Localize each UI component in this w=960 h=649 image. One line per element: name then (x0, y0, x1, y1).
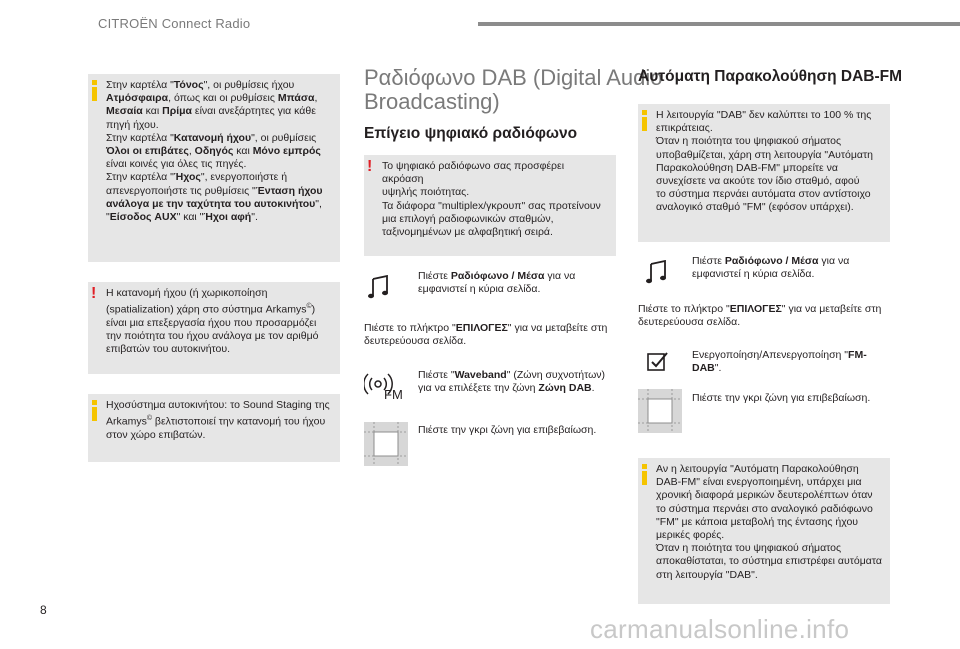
info-note-dab-fm-delay (638, 458, 890, 604)
text-line (106, 198, 332, 211)
info-note-sound-staging (88, 394, 340, 462)
text-run: μια επιλογή ραδιοφωνικών σταθμών, (382, 212, 554, 225)
music-note-icon (368, 275, 390, 304)
bold-text: Ραδιόφωνο / Μέσα (724, 255, 819, 267)
gray-zone-icon (364, 422, 408, 471)
text-run: Πιέστε (418, 270, 451, 282)
bold-text: ΕΠΙΛΟΓΕΣ (455, 322, 508, 334)
text-run: μερικές φορές. (656, 529, 725, 542)
text-run: Στην καρτέλα " (106, 171, 174, 184)
text-run: Αν η λειτουργία "Αυτόματη Παρακολούθηση (656, 463, 859, 475)
text-line (418, 270, 614, 283)
text-line (656, 569, 882, 582)
step-text (638, 303, 890, 329)
text-line (106, 119, 332, 132)
text-run: συνεχίσετε να ακούτε τον ίδιο σταθμό, αφού (656, 175, 860, 188)
text-line (418, 424, 614, 437)
step-text (418, 369, 614, 395)
bold-text: Ατμόσφαιρα (106, 92, 169, 105)
text-line (106, 171, 332, 184)
bold-text: Κατανομή ήχου (173, 131, 252, 144)
text-run: " για να μεταβείτε στη (507, 322, 608, 334)
section-heading: Αυτόματη Παρακολούθηση DAB-FM (638, 68, 903, 85)
text-run: (spatialization) χάρη στο σύστημα Arkamys (106, 303, 307, 316)
info-note-dab-fm (638, 104, 890, 242)
bold-text: ανάλογα με την ταχύτητα του αυτοκινήτου (106, 197, 316, 210)
text-line (106, 145, 332, 158)
text-line (382, 213, 608, 226)
text-run: το σύστημα περνάει στο αναλογικό ραδιόφωνο (656, 502, 873, 515)
note-text (106, 287, 332, 357)
text-run: είναι κοινές για όλες τις πηγές. (106, 158, 247, 171)
warning-note-sound-distribution (88, 282, 340, 374)
info-icon (642, 464, 648, 485)
text-line (692, 362, 888, 375)
checkbox-icon (646, 350, 670, 379)
fm-label: FM (384, 387, 403, 402)
text-run: ) (311, 303, 316, 316)
text-run: " και " (176, 211, 204, 224)
bold-text: ΕΠΙΛΟΓΕΣ (729, 303, 782, 315)
text-run: Πιέστε το πλήκτρο " (638, 303, 730, 315)
bold-text: Ραδιόφωνο / Μέσα (450, 270, 545, 282)
text-line (382, 186, 608, 199)
text-run: Ηχοσύστημα αυτοκινήτου: το Sound Staging της (106, 399, 330, 411)
text-line (364, 322, 616, 335)
text-line (106, 211, 332, 224)
text-line (656, 175, 882, 188)
text-line (382, 226, 608, 239)
text-line (106, 185, 332, 198)
text-line (106, 92, 332, 105)
text-run: Η κατανομή ήχου (ή χωρικοποίηση (106, 287, 268, 299)
text-line (106, 105, 332, 118)
music-note-icon (646, 260, 668, 289)
text-run: ". (714, 362, 722, 375)
info-icon (92, 80, 98, 101)
text-line (692, 349, 888, 362)
text-line (656, 463, 882, 476)
text-run: εμφανιστεί η κύρια σελίδα. (692, 268, 815, 281)
text-line (692, 392, 888, 405)
note-text (106, 79, 332, 224)
text-line (106, 132, 332, 145)
text-run: ταξινομημένων με αλφαβητική σειρά. (382, 226, 553, 239)
text-run: ", (315, 197, 322, 210)
text-run: εμφανιστεί η κύρια σελίδα. (418, 283, 541, 296)
text-run: Στην καρτέλα " (106, 79, 174, 91)
text-run: © (306, 303, 312, 311)
text-run: Στην καρτέλα " (106, 131, 174, 144)
text-line (106, 330, 332, 343)
text-run: δευτερεύουσα σελίδα. (364, 335, 467, 348)
info-note-sound-settings (88, 74, 340, 262)
text-line (106, 300, 332, 317)
note-text (656, 463, 882, 582)
text-run: για να επιλέξετε την ζώνη (418, 382, 539, 395)
section-title-line: Ραδιόφωνο DAB (Digital Audio (364, 65, 663, 90)
text-line (656, 188, 882, 201)
text-line (418, 382, 614, 395)
text-run: βελτιστοποιεί την κατανομή του ήχου (152, 415, 326, 428)
bold-text: Πρίμα (162, 105, 192, 118)
text-run: για να (544, 270, 576, 282)
step-text (692, 255, 888, 281)
subsection-heading: Επίγειο ψηφιακό ραδιόφωνο (364, 125, 578, 142)
text-line (106, 412, 332, 429)
document-header: CITROËN Connect Radio (98, 16, 251, 31)
step-text (418, 270, 614, 296)
text-run: για να (818, 255, 850, 267)
bold-text: Μεσαία (106, 105, 143, 118)
fm-radio-icon (364, 370, 404, 404)
text-run: Arkamys (106, 415, 147, 428)
text-run: ", οι ρυθμίσεις ήχου (203, 79, 295, 91)
text-run: Πιέστε την γκρι ζώνη για επιβεβαίωση. (692, 392, 871, 404)
text-run: Τα διάφορα "multiplex/γκρουπ" σας προτείνουν (382, 199, 601, 212)
watermark: carmanualsonline.info (590, 614, 850, 644)
text-line (106, 343, 332, 356)
text-run: "FM" με κάποια μεταβολή της έντασης ήχου (656, 515, 859, 528)
text-run: πηγή ήχου. (106, 118, 159, 131)
bold-text: Ήχος (173, 171, 201, 184)
text-run: DAB-FM" είναι ενεργοποιημένη, υπάρχει μια (656, 476, 862, 489)
bold-text: Ήχοι αφή (203, 211, 252, 224)
text-run: ". (251, 211, 258, 224)
header-rule (478, 22, 960, 26)
text-run: Η λειτουργία "DAB" δεν καλύπτει το 100 % της (656, 109, 872, 121)
text-line (638, 316, 890, 329)
text-run: υψηλής ποιότητας. (382, 186, 470, 199)
text-run: , όπως και οι ρυθμίσεις (168, 92, 278, 105)
bold-text: Τόνος (173, 79, 204, 91)
section-title (364, 66, 663, 114)
text-run: επικράτειας. (656, 122, 713, 135)
text-run: και (142, 105, 163, 118)
text-line (692, 255, 888, 268)
text-run: και (233, 145, 253, 158)
text-run: Πιέστε το πλήκτρο " (364, 322, 456, 334)
text-line (656, 503, 882, 516)
text-run: Παρακολούθηση DAB-FM" μπορείτε να (656, 161, 838, 174)
text-line (638, 303, 890, 316)
text-run: αποκαθίσταται, το σύστημα επιστρέφει αυτόματα (656, 555, 882, 568)
text-line (106, 287, 332, 300)
page-number: 8 (40, 603, 47, 617)
note-text (656, 109, 882, 215)
text-line (656, 542, 882, 555)
text-run: ", ενεργοποιήστε ή (200, 171, 288, 184)
text-run: απενεργοποιήστε τις ρυθμίσεις " (106, 184, 256, 197)
step-text (692, 392, 888, 405)
text-run: , (314, 92, 318, 105)
text-line (418, 283, 614, 296)
text-line (656, 476, 882, 489)
bold-text: Οδηγός (194, 145, 234, 158)
text-run: στη λειτουργία "DAB". (656, 568, 758, 581)
text-line (656, 516, 882, 529)
note-text (382, 160, 608, 239)
text-run: είναι μια επεξεργασία ήχου που προσαρμόζει (106, 316, 317, 329)
text-line (656, 529, 882, 542)
step-text (364, 322, 616, 348)
text-line (106, 399, 332, 412)
text-run: Όταν η ποιότητα του ψηφιακού σήματος (656, 542, 842, 555)
text-line (656, 162, 882, 175)
text-line (106, 429, 332, 442)
section-title-line: Broadcasting) (364, 89, 500, 114)
text-run: . (591, 382, 595, 395)
text-run: Ενεργοποίηση/Απενεργοποίηση " (692, 349, 849, 361)
bold-text: Ζώνη DAB (538, 382, 592, 395)
text-line (106, 158, 332, 171)
text-line (656, 555, 882, 568)
text-run: στον χώρο επιβατών. (106, 428, 206, 441)
text-run: δευτερεύουσα σελίδα. (638, 316, 741, 329)
bold-text: FM- (848, 349, 867, 361)
text-line (382, 200, 608, 213)
text-line (656, 135, 882, 148)
text-run: Όταν η ποιότητα του ψηφιακού σήματος (656, 135, 842, 148)
bold-text: Waveband (454, 369, 507, 381)
bold-text: Μπάσα (277, 92, 315, 105)
text-run: Πιέστε " (418, 369, 455, 381)
text-run: " (106, 211, 110, 224)
step-text (418, 424, 614, 437)
bold-text: DAB (692, 362, 715, 375)
warning-icon: ! (367, 158, 373, 175)
text-run: ", οι ρυθμίσεις (251, 131, 317, 144)
text-line (656, 149, 882, 162)
text-line (656, 201, 882, 214)
bold-text: Μόνο εμπρός (252, 145, 321, 158)
warning-note-digital-radio (364, 155, 616, 256)
text-line (106, 79, 332, 92)
gray-zone-icon (638, 389, 682, 438)
text-run: " για να μεταβείτε στη (781, 303, 882, 315)
text-run: υποβαθμίζεται, χάρη στη λειτουργία "Αυτόματη (656, 148, 873, 161)
step-text (692, 349, 888, 375)
text-line (692, 268, 888, 281)
text-line (106, 317, 332, 330)
warning-icon: ! (91, 285, 97, 302)
note-text (106, 399, 332, 442)
text-run: την ποιότητα του ήχου ανάλογα με τον αριθμό (106, 330, 319, 343)
text-run: © (146, 415, 153, 423)
text-run: επιβατών του αυτοκινήτου. (106, 343, 231, 356)
text-run: Πιέστε (692, 255, 725, 267)
bold-text: Όλοι οι επιβάτες (106, 145, 189, 158)
text-line (364, 335, 616, 348)
text-run: " (Ζώνη συχνοτήτων) (506, 369, 606, 381)
text-run: Το ψηφιακό ραδιόφωνο σας προσφέρει ακρόαση (382, 160, 565, 186)
text-line (418, 369, 614, 382)
text-run: , (188, 145, 195, 158)
text-line (656, 489, 882, 502)
bold-text: Ένταση ήχου (255, 184, 323, 197)
text-run: αναλογικό σταθμό "FM" (εφόσον υπάρχει). (656, 201, 854, 214)
text-run: είναι ανεξάρτητες για κάθε (191, 105, 316, 118)
text-line (656, 122, 882, 135)
text-line (382, 160, 608, 186)
info-icon (642, 110, 648, 131)
info-icon (92, 400, 98, 421)
text-run: το σύστημα περνάει αυτόματα στον αντίστοιχο (656, 188, 871, 201)
bold-text: Είσοδος AUX (109, 211, 177, 224)
text-line (656, 109, 882, 122)
text-run: Πιέστε την γκρι ζώνη για επιβεβαίωση. (418, 424, 597, 436)
text-run: χρονική διαφορά μερικών δευτερολέπτων όταν (656, 489, 873, 502)
